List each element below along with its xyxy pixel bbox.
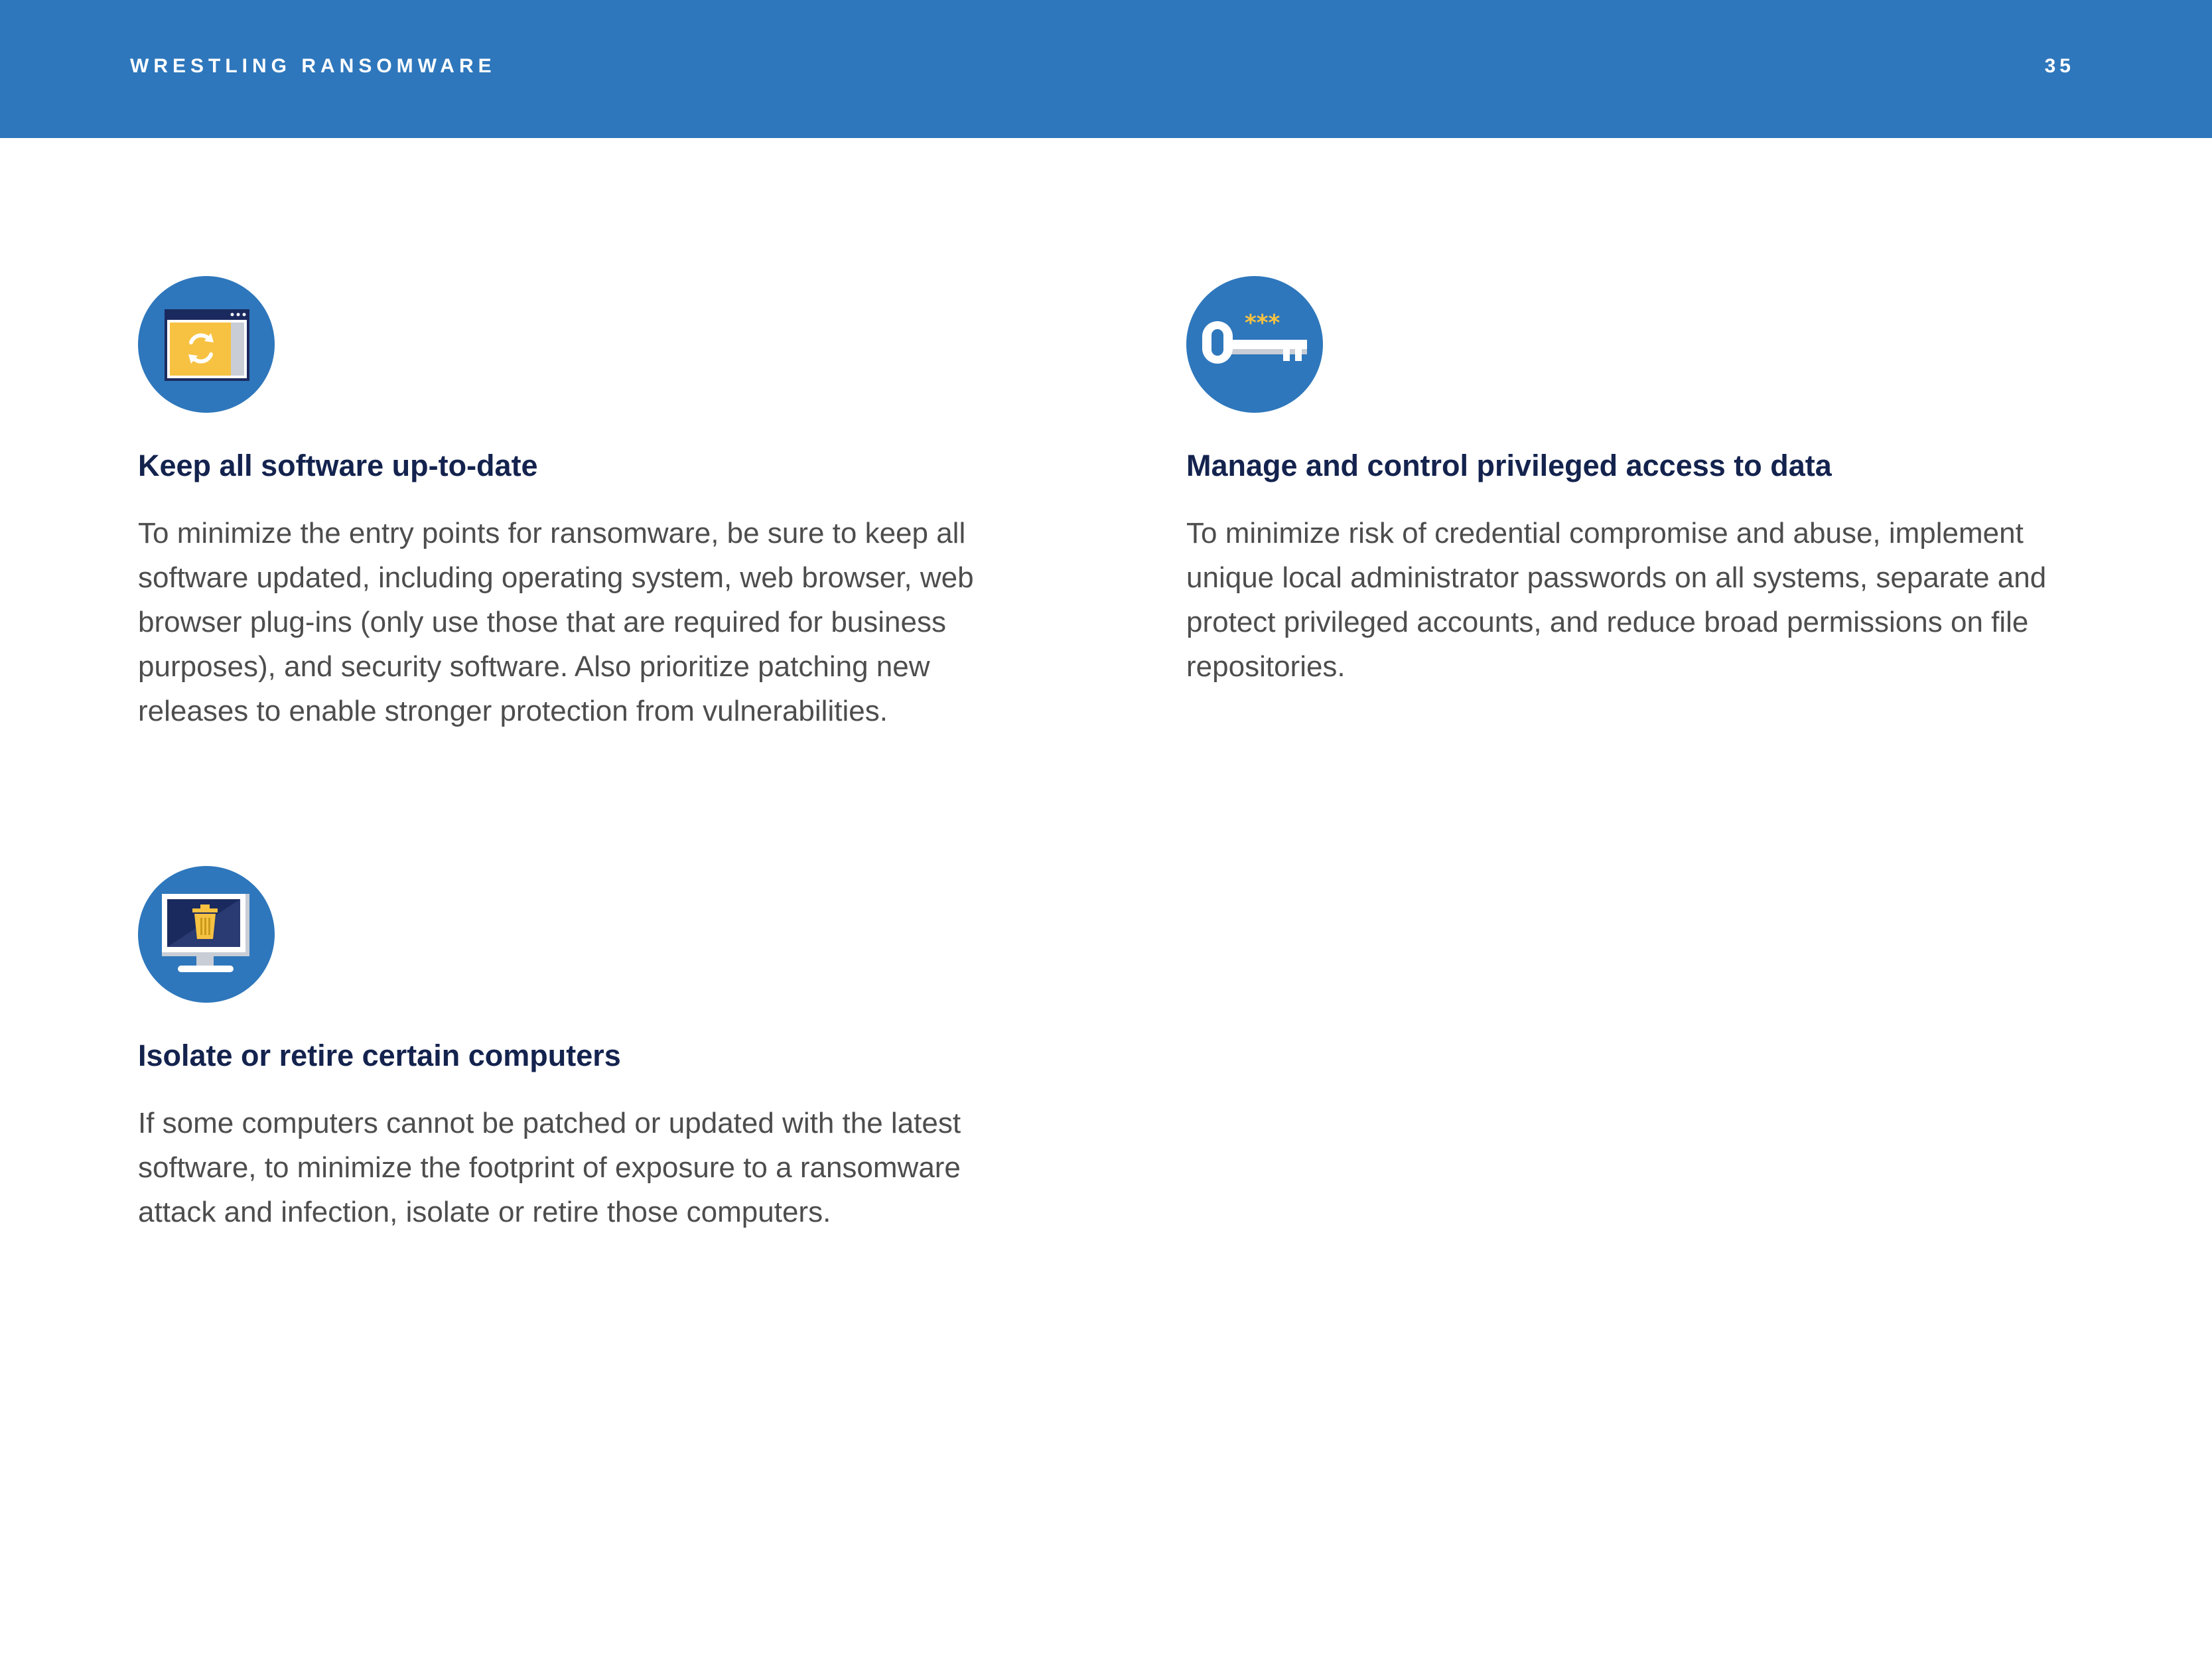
software-update-icon (138, 276, 275, 413)
tip-heading: Keep all software up-to-date (138, 449, 538, 482)
tip-manage-privileged-access (1186, 276, 2162, 689)
monitor-trash-icon (138, 866, 275, 1003)
tip-body: If some computers cannot be patched or updated with the latest software, to minimize the footprint of exposure to a ransomware attack and infection, isolate or retire those computers. (138, 1107, 961, 1228)
tip-heading: Isolate or retire certain computers (138, 1039, 621, 1072)
page-number: 35 (2044, 55, 2075, 77)
tip-keep-software-updated (138, 276, 1113, 733)
tip-body: To minimize risk of credential compromise and abuse, implement unique local administrator passwords on all systems, separate and protect privileged accounts, and reduce broad permissions on file repositories. (1186, 517, 2047, 683)
svg-text:***: *** (1245, 310, 1280, 336)
key-password-icon (1186, 276, 1323, 413)
document-title: WRESTLING RANSOMWARE (130, 55, 496, 77)
tip-body: To minimize the entry points for ransomware, be sure to keep all software updated, including operating system, web browser, web browser plug-ins (only use those that are required for business purposes), and security software. Also prioritize patching new releases to enable stronger protection from vulnerabilities. (138, 517, 974, 727)
tip-heading: Manage and control privileged access to data (1186, 449, 1832, 482)
tip-isolate-computers (138, 866, 1113, 1234)
